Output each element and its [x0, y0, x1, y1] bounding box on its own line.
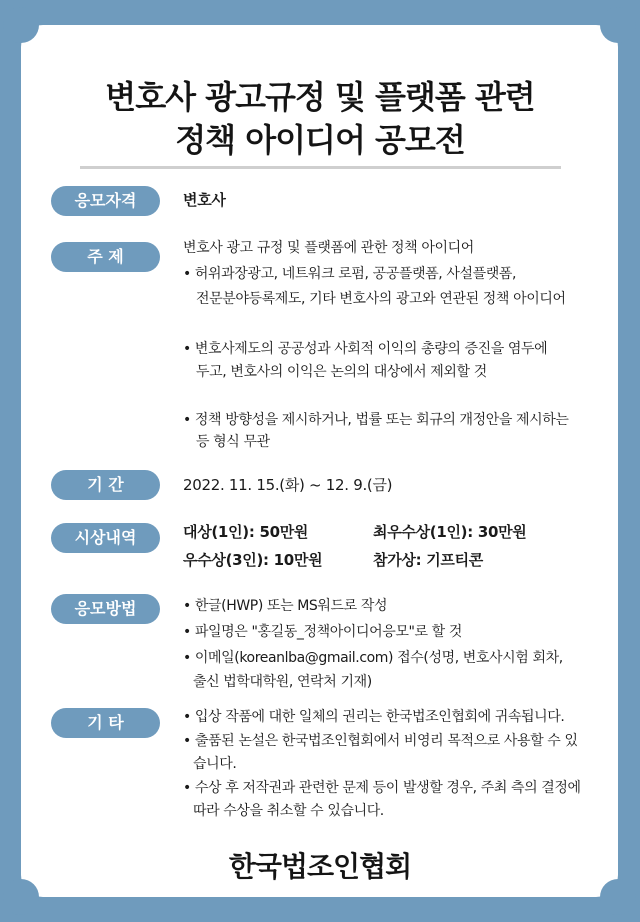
poster-title — [40, 76, 600, 162]
etc-label: 기 타 — [51, 708, 160, 738]
eligibility-label: 응모자격 — [51, 186, 160, 216]
topic-line: • 허위과장광고, 네트워크 로펌, 공공플랫폼, 사설플랫폼, — [183, 266, 517, 282]
award-top: 최우수상(1인): 30만원 — [373, 523, 527, 541]
title-line-2: 정책 아이디어 공모전 — [175, 121, 465, 159]
etc-line: 습니다. — [193, 756, 237, 772]
etc-line: • 수상 후 저작권과 관련한 문제 등이 발생할 경우, 주최 측의 결정에 — [183, 780, 581, 796]
topic-line: • 변호사제도의 공공성과 사회적 이익의 총량의 증진을 염두에 — [183, 341, 548, 357]
topic-line: 두고, 변호사의 이익은 논의의 대상에서 제외할 것 — [196, 364, 487, 380]
title-divider — [80, 166, 561, 169]
method-label: 응모방법 — [51, 594, 160, 624]
award-excellence: 우수상(3인): 10만원 — [183, 551, 323, 569]
topic-line: 등 형식 무관 — [196, 434, 270, 450]
period-label: 기 간 — [51, 470, 160, 500]
topic-line: 변호사 광고 규정 및 플랫폼에 관한 정책 아이디어 — [183, 240, 474, 256]
awards-label: 시상내역 — [51, 523, 160, 553]
method-line: • 이메일(koreanlba@gmail.com) 접수(성명, 변호사시험 회차, — [183, 650, 563, 666]
topic-line: 전문분야등록제도, 기타 변호사의 광고와 연관된 정책 아이디어 — [196, 291, 566, 307]
award-grand: 대상(1인): 50만원 — [183, 523, 309, 541]
etc-line: • 출품된 논설은 한국법조인협회에서 비영리 목적으로 사용할 수 있 — [183, 733, 578, 749]
corner-notch — [600, 7, 636, 43]
award-participation: 참가상: 기프티콘 — [373, 551, 483, 569]
title-line-1: 변호사 광고규정 및 플랫폼 관련 — [105, 78, 535, 116]
corner-notch — [3, 7, 39, 43]
topic-label: 주 제 — [51, 242, 160, 272]
method-line: • 파일명은 "홍길동_정책아이디어응모"로 할 것 — [183, 624, 462, 640]
etc-line: 따라 수상을 취소할 수 있습니다. — [193, 803, 384, 819]
etc-line: • 입상 작품에 대한 일체의 권리는 한국법조인협회에 귀속됩니다. — [183, 709, 565, 725]
period-value: 2022. 11. 15.(화) ~ 12. 9.(금) — [183, 476, 393, 494]
method-line: • 한글(HWP) 또는 MS워드로 작성 — [183, 598, 388, 614]
organizer-name: 한국법조인협회 — [228, 850, 412, 883]
method-line: 출신 법학대학원, 연락처 기재) — [193, 674, 372, 690]
eligibility-value: 변호사 — [183, 191, 226, 209]
topic-line: • 정책 방향성을 제시하거나, 법률 또는 회규의 개정안을 제시하는 — [183, 412, 569, 428]
